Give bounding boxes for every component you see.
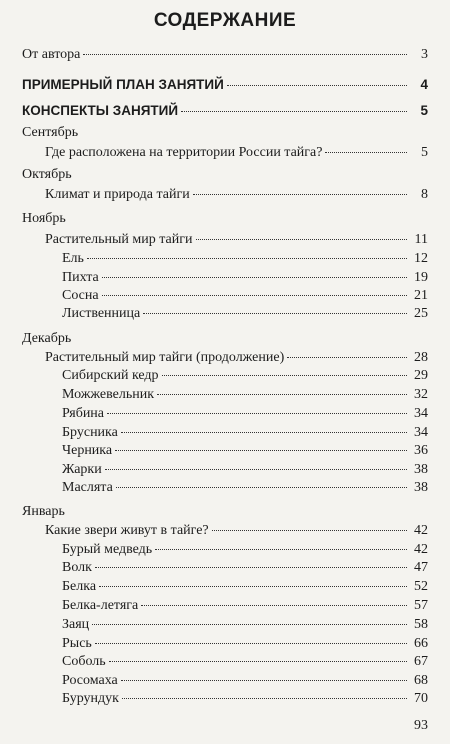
- toc-entry-page: 38: [414, 462, 428, 477]
- toc-entry: [45, 522, 428, 540]
- toc-entry: [45, 349, 428, 367]
- toc-entry-page: 11: [414, 232, 428, 247]
- toc-entry-text: Жарки: [62, 462, 102, 477]
- leader-dots: [95, 567, 407, 568]
- toc-entry-text: ПРИМЕРНЫЙ ПЛАН ЗАНЯТИЙ: [22, 77, 224, 92]
- leader-dots: [116, 487, 407, 488]
- toc-entry-text: Черника: [62, 443, 113, 458]
- toc-entry-page: 38: [414, 480, 428, 495]
- leader-dots: [212, 530, 407, 531]
- toc-entry: [62, 269, 428, 287]
- toc-entry-text: Брусника: [62, 425, 118, 440]
- toc-entry-text: Маслята: [62, 480, 113, 495]
- toc-entry: [62, 635, 428, 653]
- toc-entry-text: Лиственница: [62, 306, 141, 321]
- toc-entry-page: 12: [414, 251, 428, 266]
- toc-entry-text: Можжевельник: [62, 387, 155, 402]
- toc-entry-text: Где расположена на территории России тайга?: [45, 145, 323, 160]
- toc-entry: [62, 250, 428, 268]
- leader-dots: [83, 54, 407, 55]
- toc-entry-page: 19: [414, 270, 428, 285]
- toc-entry-page: 52: [414, 579, 428, 594]
- leader-dots: [87, 258, 407, 259]
- toc-entry-text: Бурундук: [62, 691, 119, 706]
- leader-dots: [181, 111, 407, 112]
- toc-entry-text: Пихта: [62, 270, 99, 285]
- leader-dots: [325, 152, 407, 153]
- leader-dots: [122, 698, 407, 699]
- toc-entry-page: 58: [414, 617, 428, 632]
- toc-entry-page: 66: [414, 636, 428, 651]
- toc-entry-page: 32: [414, 387, 428, 402]
- leader-dots: [105, 469, 407, 470]
- toc-entry-text: Волк: [62, 560, 92, 575]
- toc-entry-text: Рысь: [62, 636, 92, 651]
- toc-entry: [45, 144, 428, 162]
- toc-entry-page: 36: [414, 443, 428, 458]
- toc-entry-page: 34: [414, 425, 428, 440]
- toc-entry: [62, 597, 428, 615]
- toc-entry: [62, 479, 428, 497]
- month-heading: Январь: [22, 504, 65, 519]
- leader-dots: [99, 586, 407, 587]
- toc-entry-page: 4: [420, 77, 428, 92]
- toc-entry-text: Климат и природа тайги: [45, 187, 190, 202]
- toc-entry: [62, 287, 428, 305]
- toc-entry: [62, 461, 428, 479]
- toc-entry-page: 5: [420, 103, 428, 118]
- toc-entry-text: Бурый медведь: [62, 542, 153, 557]
- toc-entry-page: 5: [421, 145, 428, 160]
- month-heading: Декабрь: [22, 331, 72, 346]
- leader-dots: [196, 239, 408, 240]
- toc-entry-page: 25: [414, 306, 428, 321]
- leader-dots: [155, 549, 407, 550]
- leader-dots: [109, 661, 407, 662]
- toc-entry: [62, 672, 428, 690]
- leader-dots: [115, 450, 407, 451]
- toc-entry-page: 34: [414, 406, 428, 421]
- leader-dots: [141, 605, 407, 606]
- leader-dots: [227, 85, 407, 86]
- toc-entry-page: 42: [414, 542, 428, 557]
- leader-dots: [287, 357, 407, 358]
- month-heading: Октябрь: [22, 167, 72, 182]
- toc-entry-text: Растительный мир тайги (продолжение): [45, 350, 285, 365]
- toc-entry: [62, 578, 428, 596]
- leader-dots: [157, 394, 407, 395]
- leader-dots: [193, 194, 407, 195]
- toc-entry-text: Заяц: [62, 617, 90, 632]
- toc-entry: [62, 616, 428, 634]
- leader-dots: [107, 413, 407, 414]
- page-number: 93: [414, 718, 428, 733]
- toc-entry-page: 67: [414, 654, 428, 669]
- toc-entry-page: 57: [414, 598, 428, 613]
- toc-entry: [62, 305, 428, 323]
- toc-entry-page: 21: [414, 288, 428, 303]
- toc-entry-text: Сосна: [62, 288, 99, 303]
- month-heading: Сентябрь: [22, 125, 79, 140]
- toc-entry: [62, 424, 428, 442]
- toc-entry-text: Ель: [62, 251, 84, 266]
- toc-entry: [62, 559, 428, 577]
- toc-entry: [62, 442, 428, 460]
- toc-entry-page: 8: [421, 187, 428, 202]
- toc-entry-text: КОНСПЕКТЫ ЗАНЯТИЙ: [22, 103, 179, 118]
- toc-entry-text: Белка-летяга: [62, 598, 139, 613]
- toc-entry: [62, 541, 428, 559]
- leader-dots: [162, 375, 407, 376]
- toc-entry-page: 3: [421, 47, 428, 62]
- leader-dots: [95, 643, 407, 644]
- leader-dots: [143, 313, 407, 314]
- toc-entry-text: Соболь: [62, 654, 106, 669]
- toc-entry: [45, 231, 428, 249]
- toc-entry-text: Сибирский кедр: [62, 368, 159, 383]
- toc-entry-text: От автора: [22, 47, 81, 62]
- toc-entry-page: 68: [414, 673, 428, 688]
- toc-entry: [62, 367, 428, 385]
- leader-dots: [102, 295, 407, 296]
- leader-dots: [121, 432, 407, 433]
- toc-entry: [22, 46, 428, 64]
- leader-dots: [121, 680, 407, 681]
- leader-dots: [92, 624, 407, 625]
- month-heading: Ноябрь: [22, 211, 66, 226]
- toc-entry: [62, 690, 428, 708]
- toc-entry: [22, 102, 428, 120]
- toc-entry-page: 28: [414, 350, 428, 365]
- toc-entry-text: Растительный мир тайги: [45, 232, 193, 247]
- page-title: СОДЕРЖАНИЕ: [153, 10, 297, 31]
- toc-entry: [62, 386, 428, 404]
- toc-entry: [22, 76, 428, 94]
- toc-entry: [62, 653, 428, 671]
- toc-entry-text: Росомаха: [62, 673, 118, 688]
- toc-entry: [62, 405, 428, 423]
- toc-entry-page: 29: [414, 368, 428, 383]
- toc-entry-text: Какие звери живут в тайге?: [45, 523, 209, 538]
- toc-entry-text: Белка: [62, 579, 97, 594]
- toc-entry: [45, 186, 428, 204]
- leader-dots: [102, 277, 407, 278]
- toc-entry-text: Рябина: [62, 406, 105, 421]
- toc-entry-page: 70: [414, 691, 428, 706]
- toc-entry-page: 42: [414, 523, 428, 538]
- toc-entry-page: 47: [414, 560, 428, 575]
